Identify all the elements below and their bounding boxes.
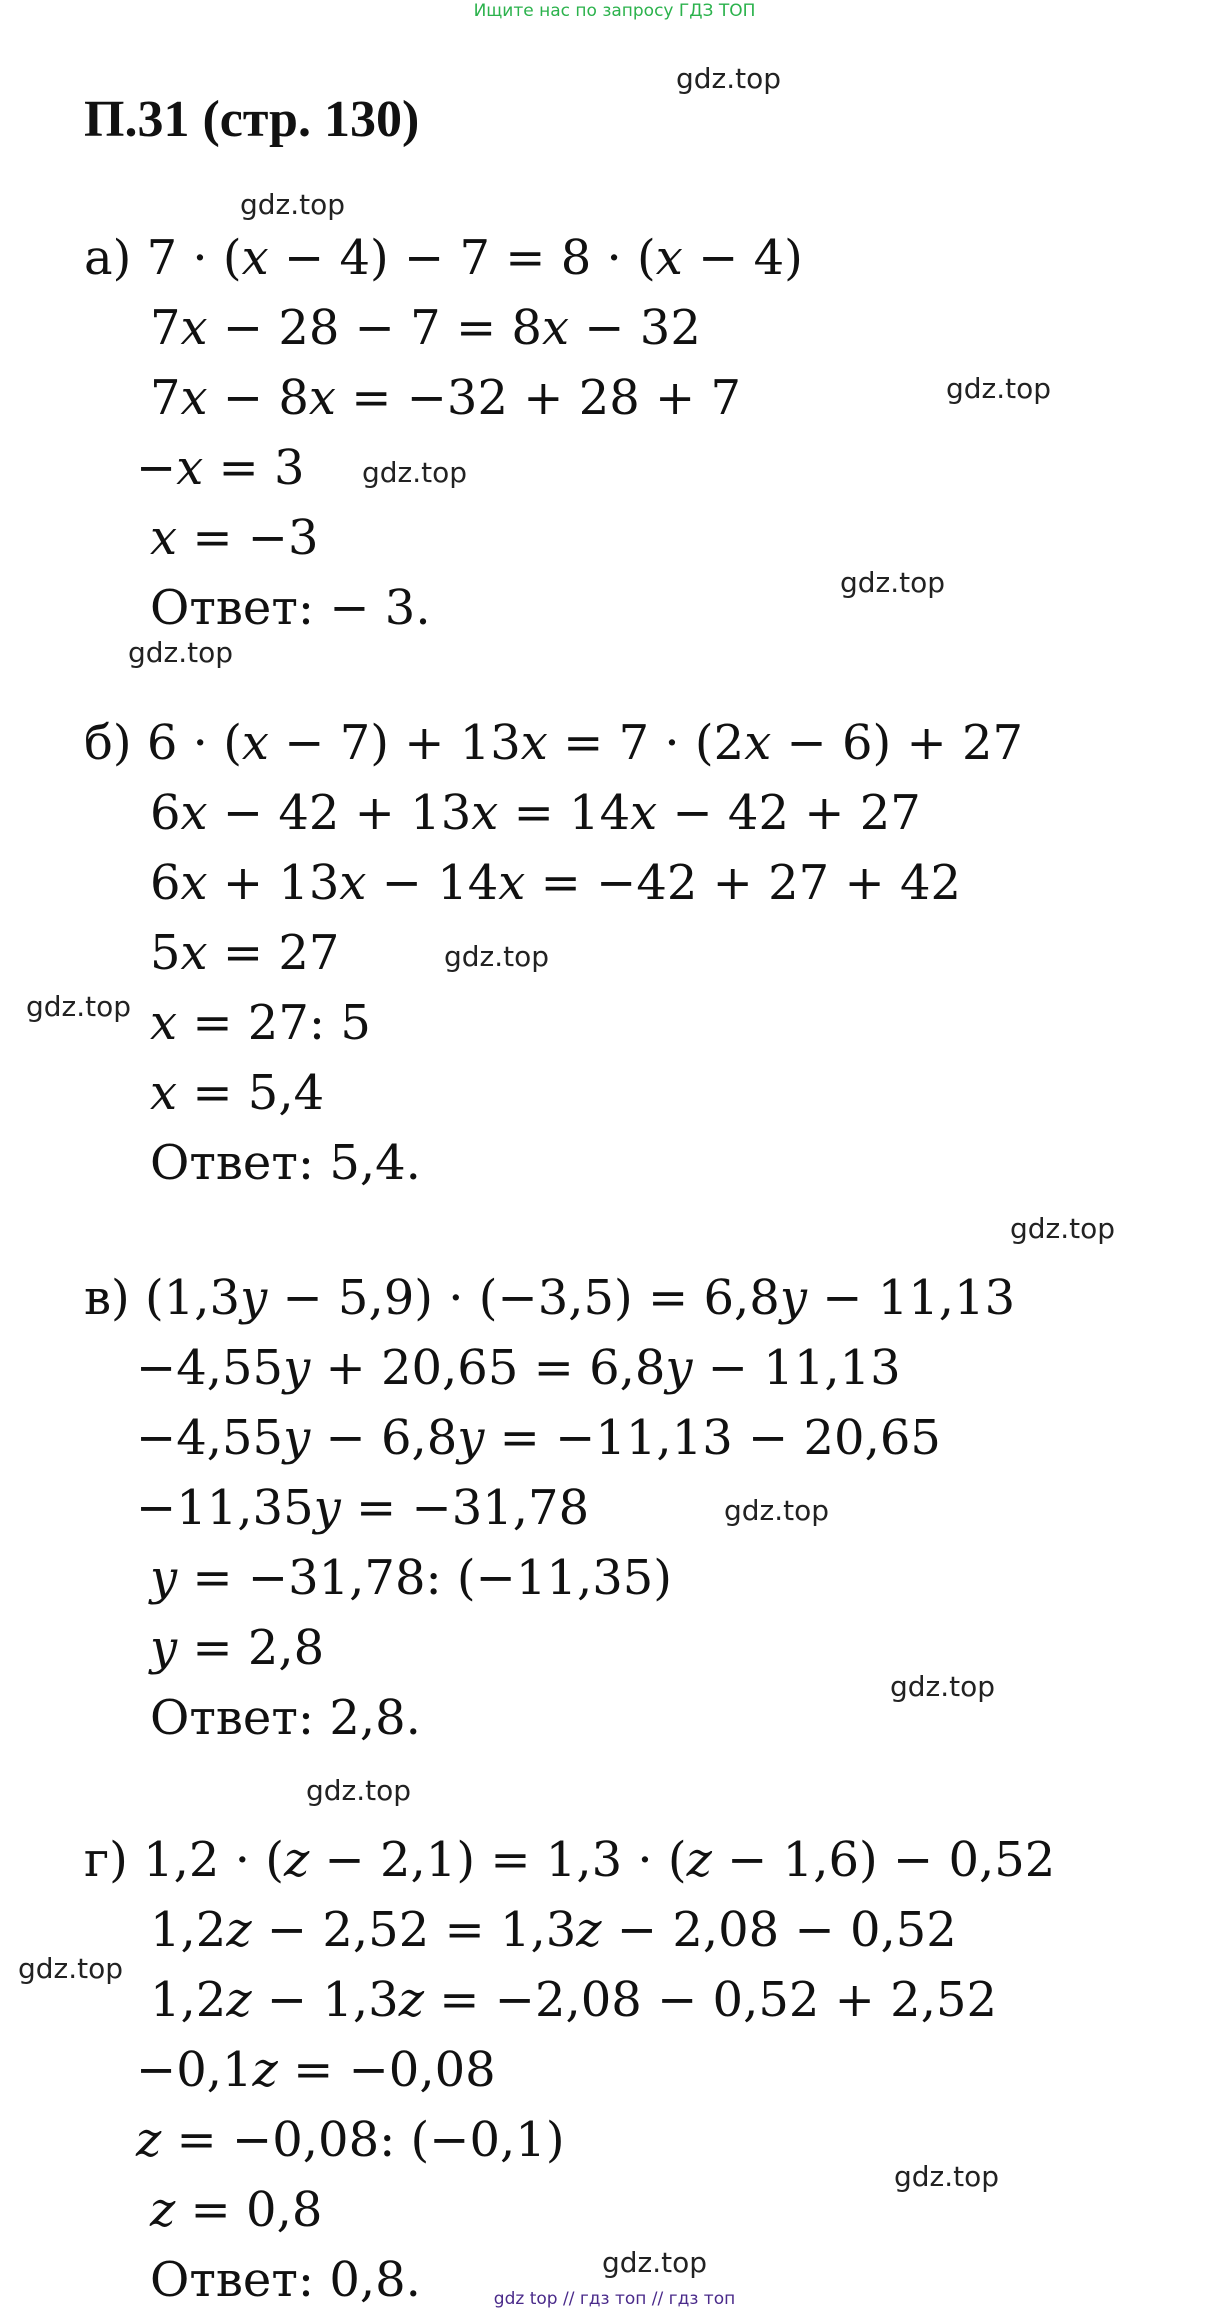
watermark: gdz.top xyxy=(18,1952,124,1985)
equation-line: 𝑥 = 27: 5 xyxy=(150,995,371,1051)
search-banner: Ищите нас по запросу ГДЗ ТОП xyxy=(473,1,756,21)
equation-line: 𝑧 = 0,8 xyxy=(150,2182,323,2238)
watermark: gdz.top xyxy=(444,940,550,973)
equation-line: 𝑥 = 5,4 xyxy=(150,1065,325,1121)
watermark: gdz.top xyxy=(946,372,1052,405)
answer-line: Ответ: − 3. xyxy=(150,580,431,636)
equation-line: 𝑦 = −31,78: (−11,35) xyxy=(150,1550,672,1606)
equation-line: 6𝑥 + 13𝑥 − 14𝑥 = −42 + 27 + 42 xyxy=(150,855,962,911)
footer-separator: // xyxy=(557,2289,580,2309)
watermark: gdz.top xyxy=(306,1774,412,1807)
equation-line: 5𝑥 = 27 xyxy=(150,925,340,981)
equation-line: в) (1,3𝑦 − 5,9) · (−3,5) = 6,8𝑦 − 11,13 xyxy=(84,1270,1016,1326)
watermark: gdz.top xyxy=(26,990,132,1023)
footer-link-gdz-top[interactable]: gdz top xyxy=(493,2289,558,2309)
equation-line: 7𝑥 − 8𝑥 = −32 + 28 + 7 xyxy=(150,370,742,426)
watermark: gdz.top xyxy=(602,2246,708,2279)
answer-line: Ответ: 5,4. xyxy=(150,1135,421,1191)
equation-line: 𝑥 = −3 xyxy=(150,510,319,566)
watermark: gdz.top xyxy=(894,2160,1000,2193)
answer-line: Ответ: 0,8. xyxy=(150,2252,421,2308)
footer-separator: // xyxy=(646,2289,669,2309)
equation-line: г) 1,2 · (𝑧 − 2,1) = 1,3 · (𝑧 − 1,6) − 0,52 xyxy=(84,1832,1056,1888)
equation-line: −4,55𝑦 − 6,8𝑦 = −11,13 − 20,65 xyxy=(136,1410,941,1466)
watermark: gdz.top xyxy=(676,62,782,95)
equation-line: 𝑦 = 2,8 xyxy=(150,1620,325,1676)
equation-line: 7𝑥 − 28 − 7 = 8𝑥 − 32 xyxy=(150,300,701,356)
watermark: gdz.top xyxy=(890,1670,996,1703)
equation-line: 6𝑥 − 42 + 13𝑥 = 14𝑥 − 42 + 27 xyxy=(150,785,921,841)
equation-line: −11,35𝑦 = −31,78 xyxy=(136,1480,590,1536)
equation-line: а) 7 · (𝑥 − 4) − 7 = 8 · (𝑥 − 4) xyxy=(84,230,803,286)
page-title: П.31 (стр. 130) xyxy=(84,91,420,148)
watermark: gdz.top xyxy=(1010,1212,1116,1245)
footer-link-gdz-top-ru-2[interactable]: гдз топ xyxy=(668,2289,736,2309)
answer-line: Ответ: 2,8. xyxy=(150,1690,421,1746)
equation-line: б) 6 · (𝑥 − 7) + 13𝑥 = 7 · (2𝑥 − 6) + 27 xyxy=(84,715,1024,771)
footer-link-gdz-top-ru[interactable]: гдз топ xyxy=(579,2289,647,2309)
footer-links xyxy=(0,2288,1229,2310)
equation-line: 1,2𝑧 − 2,52 = 1,3𝑧 − 2,08 − 0,52 xyxy=(150,1902,957,1958)
equation-line: 𝑧 = −0,08: (−0,1) xyxy=(136,2112,565,2168)
watermark: gdz.top xyxy=(362,456,468,489)
equation-line: 1,2𝑧 − 1,3𝑧 = −2,08 − 0,52 + 2,52 xyxy=(150,1972,998,2028)
watermark: gdz.top xyxy=(840,566,946,599)
watermark: gdz.top xyxy=(724,1494,830,1527)
watermark: gdz.top xyxy=(128,636,234,669)
equation-line: −𝑥 = 3 xyxy=(136,440,305,496)
equation-line: −0,1𝑧 = −0,08 xyxy=(136,2042,496,2098)
equation-line: −4,55𝑦 + 20,65 = 6,8𝑦 − 11,13 xyxy=(136,1340,901,1396)
watermark: gdz.top xyxy=(240,188,346,221)
